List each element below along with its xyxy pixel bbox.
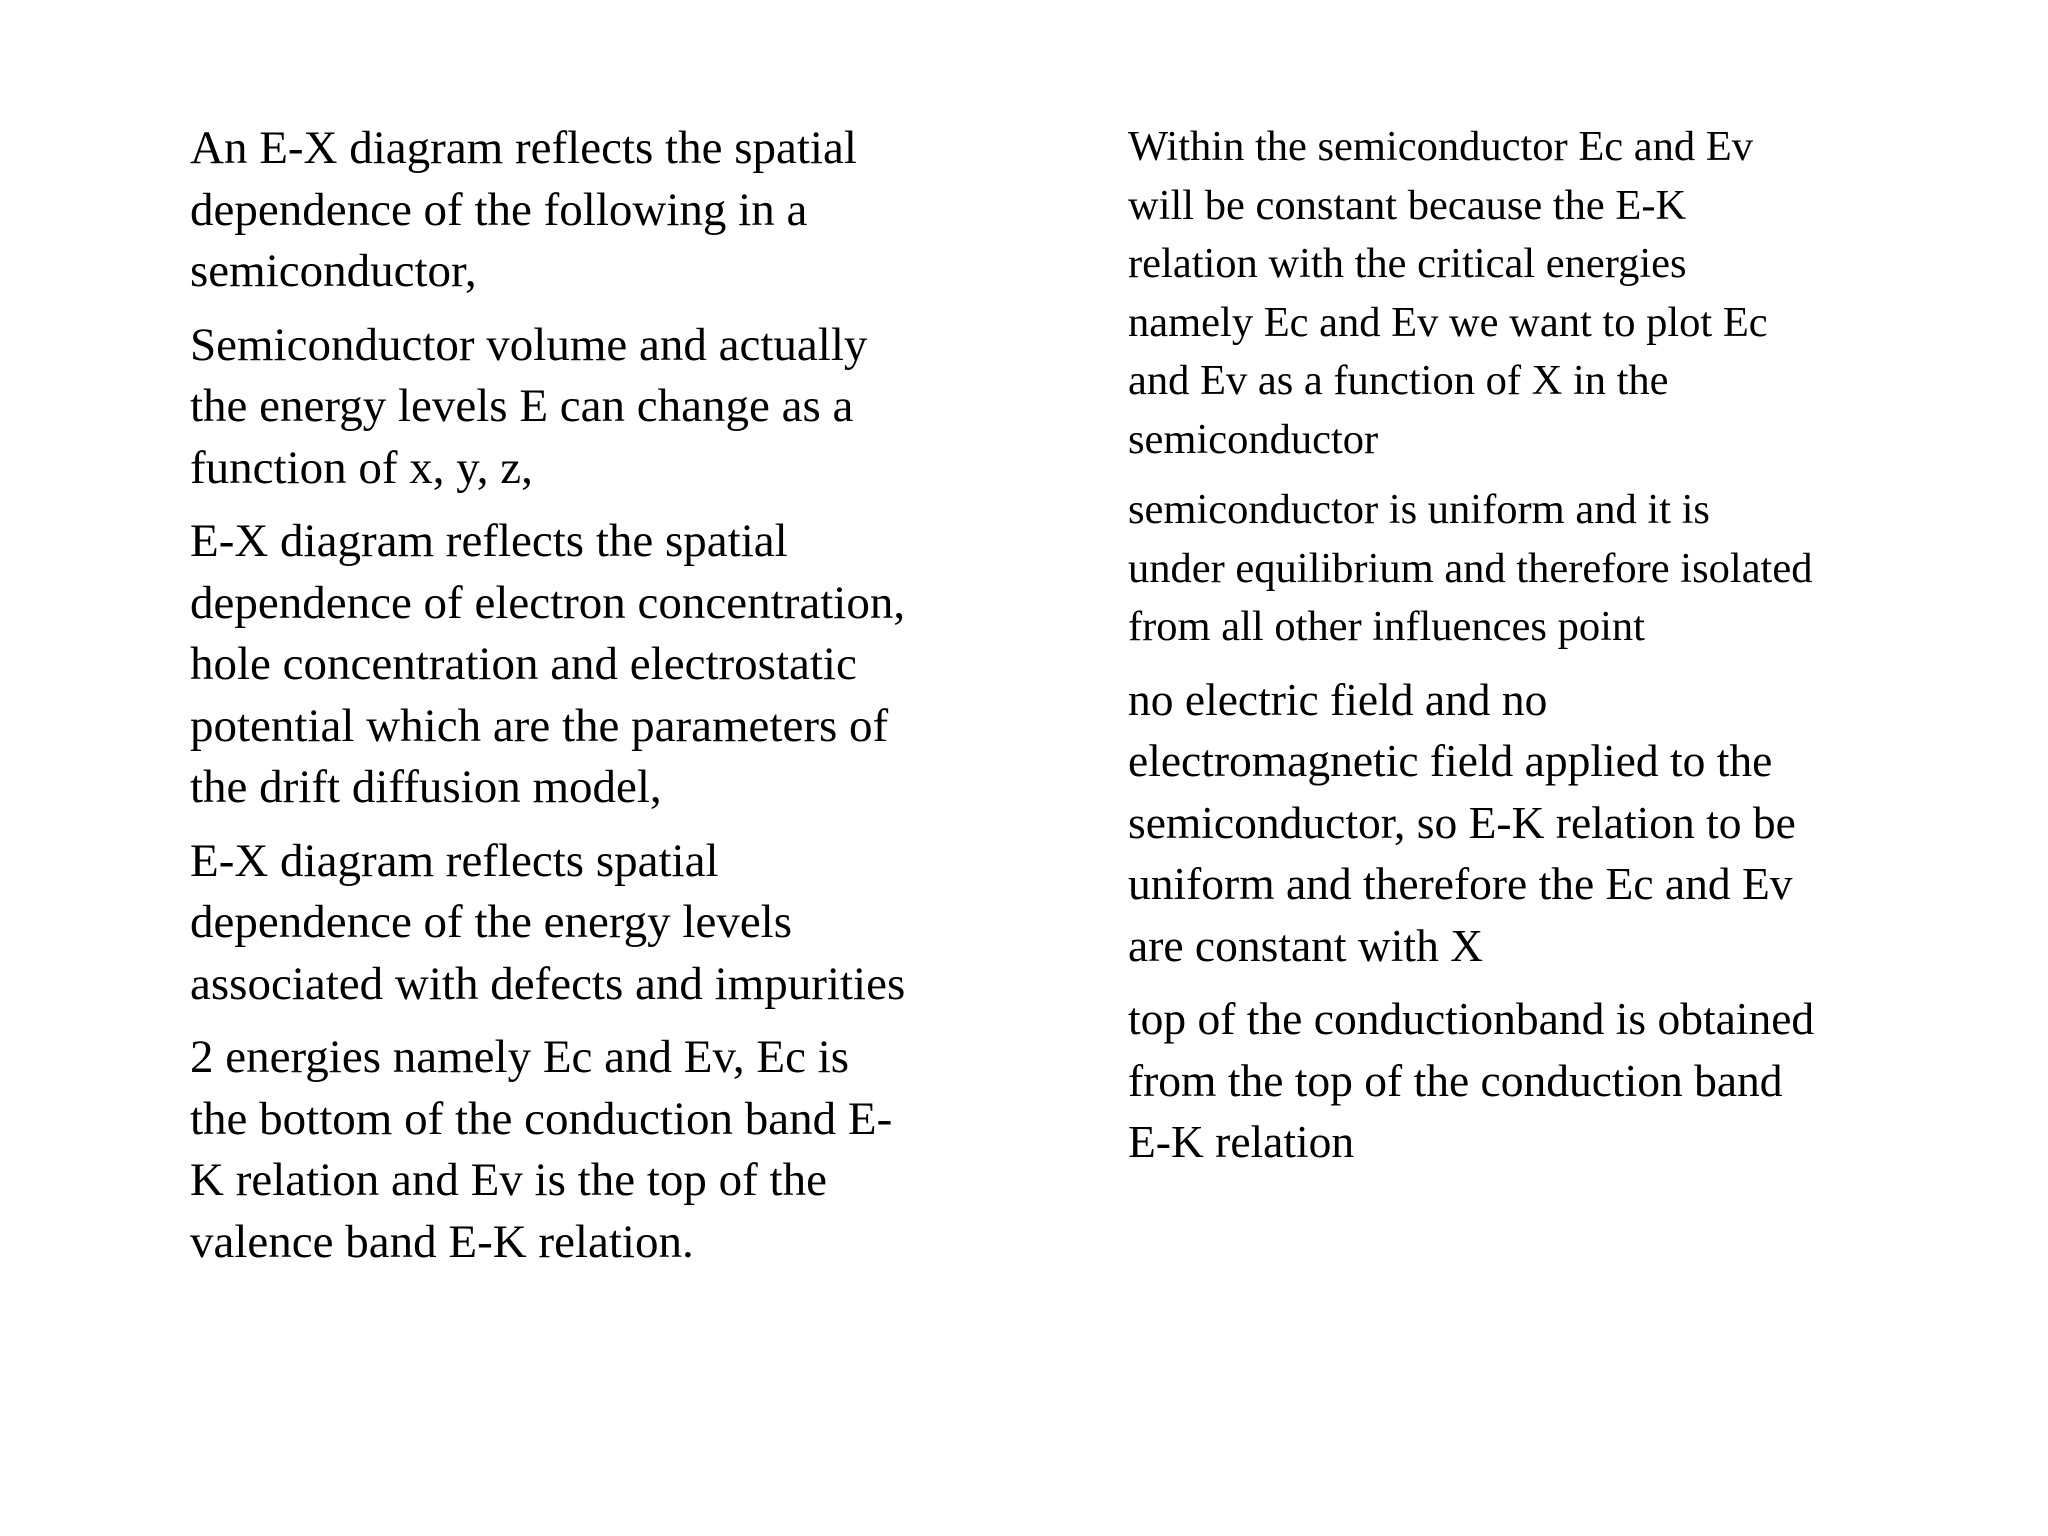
right-text-column <box>1128 118 1958 1185</box>
left-paragraph-5: 2 energies namely Ec and Ev, Ec is the bottom of the conduction band E- K relation and Ev is the top of the valence band E-K relation. <box>190 1031 893 1268</box>
left-paragraph-2: Semiconductor volume and actually the energy levels E can change as a function of x, y, z, <box>190 318 868 494</box>
left-paragraph-3: E-X diagram reflects the spatial dependence of electron concentration, hole concentration and electrostatic potential which are the parameters of the drift diffusion model, <box>190 515 906 813</box>
right-paragraph-3: no electric field and no electromagnetic field applied to the semiconductor, so E-K relation to be uniform and therefore the Ec and Ev are constant with X <box>1128 673 1796 971</box>
right-paragraph-4: top of the conductionband is obtained from the top of the conduction band E-K relation <box>1128 993 1815 1167</box>
left-paragraph-4: E-X diagram reflects spatial dependence of the energy levels associated with defects and impurities <box>190 834 906 1010</box>
right-paragraph-1: Within the semiconductor Ec and Ev will be constant because the E-K relation with the critical energies namely Ec and Ev we want to plot Ec and Ev as a function of X in the semiconductor <box>1128 123 1768 463</box>
left-paragraph-1: An E-X diagram reflects the spatial dependence of the following in a semiconductor, <box>190 122 857 297</box>
left-text-column <box>190 118 1020 1285</box>
right-paragraph-2: semiconductor is uniform and it is under equilibrium and therefore isolated from all other influences point <box>1128 486 1813 650</box>
